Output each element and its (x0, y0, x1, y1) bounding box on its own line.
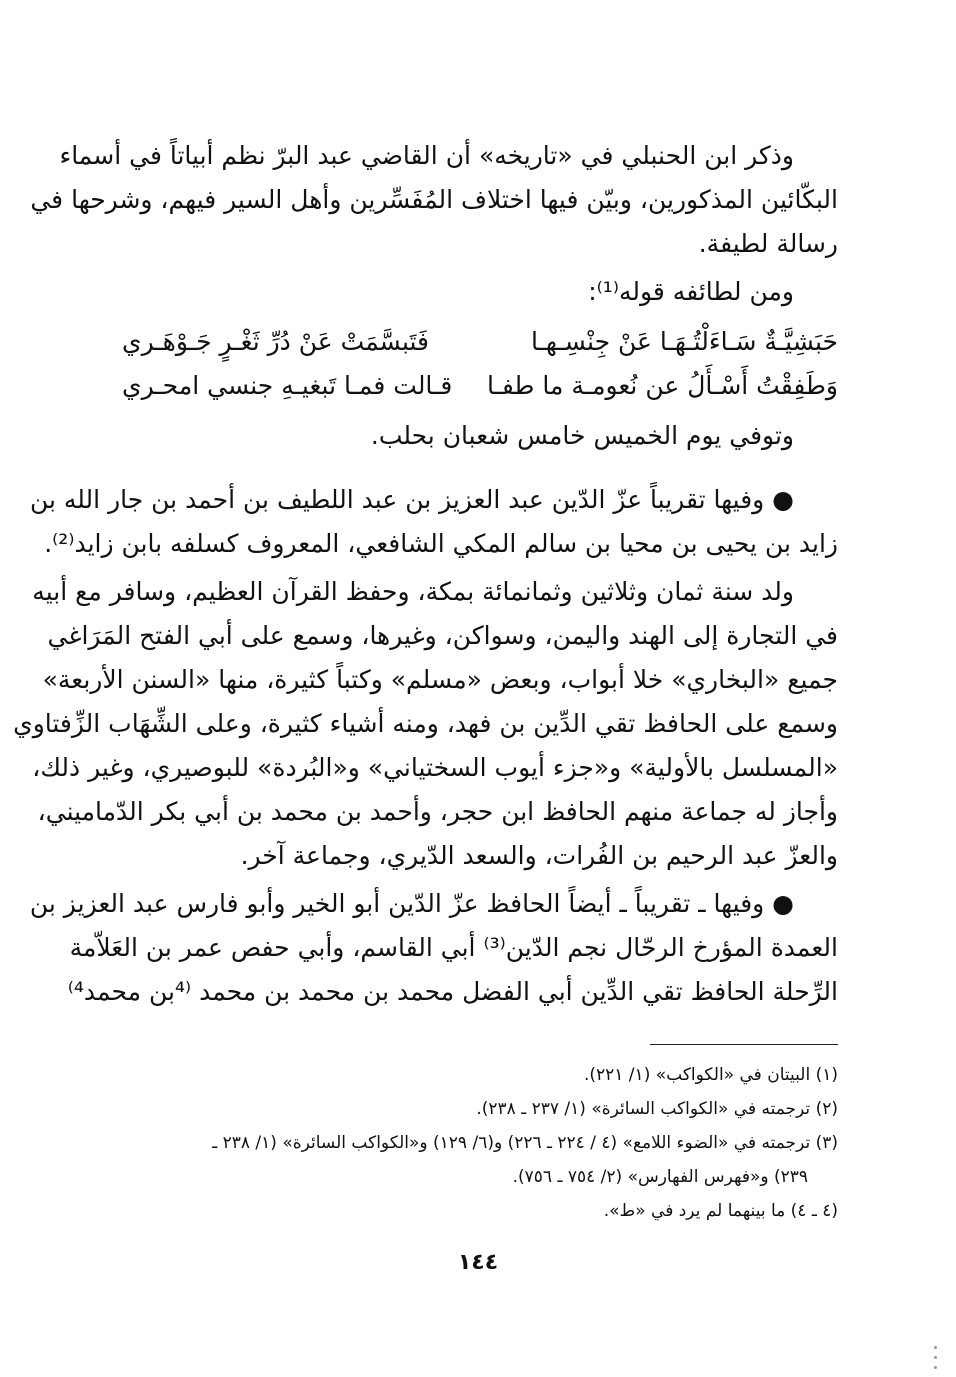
text-line: وسمع على الحافظ تقي الدِّين بن فهد، ومنه أشياء كثيرة، وعلى الشِّهَاب الزِّفتاوي (13, 709, 838, 738)
text-line: في التجارة إلى الهند واليمن، وسواكن، وغيرها، وسمع على أبي الفتح المَرَاغي (47, 621, 838, 650)
paragraph-6 (29, 882, 838, 1014)
text-line: وتوفي يوم الخميس خامس شعبان بحلب. (370, 421, 794, 450)
scan-speck (934, 1356, 937, 1359)
footnote-continuation: ٢٣٩) و«فهرس الفهارس» (٢/ ٧٥٤ ـ ٧٥٦). (512, 1167, 808, 1187)
page-number: ١٤٤ (457, 1250, 499, 1275)
poem (122, 320, 838, 408)
text-line: العمدة المؤرخ الرحّال نجم الدّين⁽³⁾ أبي القاسم، وأبي حفص عمر بن العَلاّمة (69, 933, 838, 962)
text-line: والعزّ عبد الرحيم بن الفُرات، والسعد الدّيري، وجماعة آخر. (240, 841, 838, 870)
poem-first-hemistich: حَبَشِيَّـةٌ سَـاءَلْتُـهَـا عَنْ جِنْسِـهـا (530, 327, 838, 356)
footnote: (٣) ترجمته في «الضوء اللامع» (٤ / ٢٢٤ ـ ٢٢٦) و(٦/ ١٢٩) و«الكواكب السائرة» (١/ ٢٣٨ ـ (212, 1133, 838, 1153)
poem-second-hemistich: فَتَبسَّمَتْ عَنْ دُرِّ ثَغْـرٍ جَـوْهَـري (122, 327, 429, 356)
footnotes (122, 1058, 838, 1228)
text-line: وذكر ابن الحنبلي في «تاريخه» أن القاضي عبد البرّ نظم أبياتاً في أسماء (59, 141, 794, 170)
text-line: ولد سنة ثمان وثلاثين وثمانمائة بمكة، وحفظ القرآن العظيم، وسافر مع أبيه (32, 577, 794, 606)
poem-verse (122, 320, 838, 364)
text-line: جميع «البخاري» خلا أبواب، وبعض «مسلم» وكتباً كثيرة، منها «السنن الأربعة» (42, 665, 838, 694)
text-line: رسالة لطيفة. (698, 229, 838, 258)
paragraph-5 (13, 570, 838, 878)
text-line: ومن لطائفه قوله⁽¹⁾: (588, 277, 794, 306)
paragraph-3 (122, 414, 838, 458)
scan-speck (934, 1346, 937, 1349)
footnote: (٤ ـ ٤) ما بينهما لم يرد في «ط». (603, 1201, 838, 1221)
text-line: «المسلسل بالأولية» و«جزء أيوب السختياني» و«البُردة» للبوصيري، وغير ذلك، (32, 753, 838, 782)
text-line: ● وفيها تقريباً عزّ الدّين عبد العزيز بن عبد اللطيف بن أحمد بن جار الله بن (29, 485, 794, 514)
paragraph-1 (30, 134, 838, 266)
text-line: البكّائين المذكورين، وبيّن فيها اختلاف المُفَسِّرين وأهل السير فيهم، وشرحها في (30, 185, 838, 214)
text-line: زايد بن يحيى بن محيا بن سالم المكي الشافعي، المعروف كسلفه بابن زايد⁽²⁾. (44, 529, 838, 558)
paragraph-2 (122, 270, 838, 314)
poem-first-hemistich: وَطَفِقْتُ أَسْـأَلُ عن نُعومـة ما طفـا (486, 371, 838, 400)
poem-second-hemistich: قـالت فمـا تَبغيـهِ جنسي امحـري (122, 371, 453, 400)
footnote: (١) البيتان في «الكواكب» (١/ ٢٢١). (583, 1065, 838, 1085)
text-line: الرِّحلة الحافظ تقي الدِّين أبي الفضل محمد بن محمد بن محمد ⁽⁴بن محمد⁴⁾ (67, 977, 838, 1006)
paragraph-4 (29, 478, 838, 566)
text-line: ● وفيها ـ تقريباً ـ أيضاً الحافظ عزّ الدّين أبو الخير وأبو فارس عبد العزيز بن (29, 889, 794, 918)
footnote: (٢) ترجمته في «الكواكب السائرة» (١/ ٢٣٧ ـ ٢٣٨). (476, 1099, 838, 1119)
footnote-separator (650, 1044, 838, 1045)
text-line: وأجاز له جماعة منهم الحافظ ابن حجر، وأحمد بن محمد بن أبي بكر الدّماميني، (37, 797, 838, 826)
poem-verse (122, 364, 838, 408)
scan-speck (934, 1366, 937, 1369)
